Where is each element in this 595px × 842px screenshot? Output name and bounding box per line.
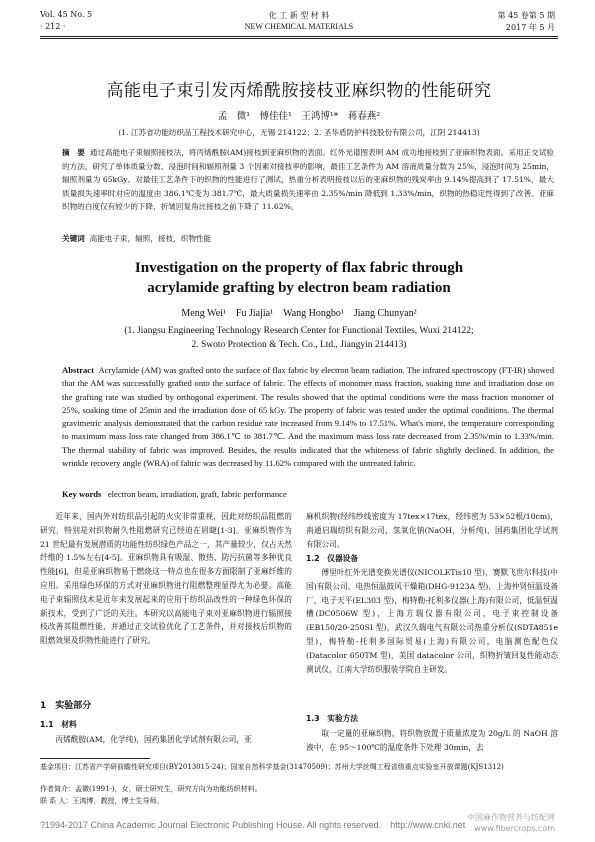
page-number: · 212 · <box>40 22 66 31</box>
affiliation-cn: (1. 江苏省功能纺织品工程技术研究中心，无锡 214122；2. 圣华盾防护科技股份有限公司，江阴 214413) <box>118 128 480 137</box>
abstract-cn <box>62 146 554 214</box>
footnote-contact: 联 系 人：王鸿博，教授，博士生导师。 <box>40 797 164 805</box>
keywords-cn-text: 高能电子束，辐照，接枝，织物性能 <box>89 234 212 243</box>
keywords-en <box>62 488 554 502</box>
paper-title-en: Investigation on the property of flax fabric through acrylamide grafting by electron beam radiation <box>134 260 464 296</box>
section-1-2-heading: 1.2 仪器设备 <box>306 554 359 563</box>
affiliation-en-2: 2. Swoto Protection & Tech. Co., Ltd., Jiangyin 214413) <box>191 340 407 350</box>
authors-cn: 孟 微¹ 傅佳佳¹ 王鸿博¹* 蒋春燕² <box>217 111 381 122</box>
keywords-en-text: electron beam, irradiation, graft, fabric performance <box>107 489 287 499</box>
abstract-en-label: Abstract <box>62 365 94 375</box>
affiliation-en-1: (1. Jiangsu Engineering Technology Research Center for Functional Textiles, Wuxi 214122; <box>124 326 474 336</box>
abstract-en <box>62 364 554 470</box>
materials-paragraph: 丙烯酰胺(AM，化学纯)，国药集团化学试剂有限公司，亚 <box>55 735 252 744</box>
journal-issue: 第 45 卷第 5 期 <box>497 11 555 20</box>
header-rule <box>40 36 558 37</box>
keywords-cn <box>62 232 554 246</box>
footnote-rule <box>40 758 150 759</box>
footnote-funding: 基金项目：江苏省产学研前瞻性研究项目(BY2013015-24)；国家自然科学基金(31470509)；苏州大学丝绸工程省级重点实验室开放课题(KJS1312) <box>40 763 504 771</box>
section-1-heading: 1 实验部分 <box>40 701 92 711</box>
copyright-watermark: ?1994-2017 China Academic Journal Electronic Publishing House. All rights reserved. http://www.cnki.net <box>40 820 466 830</box>
materials-continued: 麻机织物(经纬纱线密度为 17tex×17tex，经纬密为 53×52根/10cm)，南通启瑞纺织有限公司，氢氧化钠(NaOH，分析纯)，国药集团化学试剂有限公司。 <box>306 512 558 549</box>
section-1-3-heading: 1.3 实验方法 <box>306 714 359 723</box>
method-paragraph: 取一定量的亚麻织物，将织物放置于质量浓度为 20g/L 的 NaOH 溶液中，在 95～100℃的温度条件下处理 30min，去 <box>306 729 558 752</box>
section-1-1-heading: 1.1 材料 <box>40 720 77 729</box>
equipment-paragraph: 傅里叶红外光谱变换光谱仪(NICOLETis10 型)，赛默飞世尔科技(中国)有限公司，电热恒温鼓风干燥箱(DHG-9123A 型)，上海仲贤恒温设备厂，电子天平(EL303 型)，梅特勒-托利多仪器(上海)有限公司，低温恒温槽(DC0506W 型)，上海方瑞仪器有限公司，电子束控制设备(EB150/20-250SI 型)，武汉久瑞电气有限公司热重分析仪(SDTA851e 型)，梅特勒-托利多国际贸易(上海)有限公司，电脑测色配色仪(Datacolor 650TM 型)，美国 datacolor 公司，织物折皱回复性能动态测试仪，江南大学纺织服装学院自主研发。 <box>306 568 558 674</box>
journal-volume: Vol. 45 No. 5 <box>40 10 93 19</box>
abstract-en-text: Acrylamide (AM) was grafted onto the surface of flax fabric by electron beam radiation. The infrared spectroscopy (FT-IR) showed that the AM was successfully grafted onto the surface of fabric. The effects of monomer mass fraction, soaking time and irradiation dose on the grafting rate was studied by orthogonal experiment. The results showed that the optimal conditions were the mass fraction monomer of 25%, soaking time of 25min and the irradiation dose of 65 kGy. The property of fabric was tested under the optimal conditions. The thermal gravimetric analysis demonstrated that the carbon residue rate increased from 9.14% to 17.51%. What's more, the temperature corresponding to maximum mass loss rate changed from 386.1℃ to 381.7℃. And the maximum mass loss rate decreased from 2.35%/min to 1.33%/min. The thermal stability of fabric was improved. Besides, the results indicated that the whiteness of fabric slightly declined. In addition, the wrinkle recovery angle (WRA) of fabric was decreased by 11.62% compared with the untreated fabric. <box>62 365 555 469</box>
authors-en: Meng Wei¹ Fu Jiajia¹ Wang Hongbo¹ Jiang Chunyan² <box>181 308 417 319</box>
abstract-cn-text: 通过高能电子束辐照接枝法，将丙烯酰胺(AM)接枝到亚麻织物的表面。红外光谱图表明 AM 成功地接枝到了亚麻织物表面。采用正交试验的方法，研究了单体质量分数、浸泡时间和辐照剂量 3 个因素对接枝率的影响，最佳工艺条件为 AM 溶液质量分数为 25%，浸泡时间为 25min，辐照剂量为 65kGy。对最佳工艺条件下的织物的性能进行了测试，热重分析表明接枝以后的亚麻织物的残炭率由 9.14%提高到了 17.51%，最大质量损失速率时对应的温度由 386.1℃变为 381.7℃，最大质量损失速率由 2.35%/min 降低到 1.33%/min，织物的热稳定性得到了改善。亚麻织物的白度仅有较少的下降，折皱回复角比接枝之前下降了 11.62%。 <box>62 148 555 211</box>
header-rule-2 <box>40 38 558 39</box>
keywords-cn-label: 关键词 <box>62 234 85 243</box>
journal-name-cn: 化 工 新 型 材 料 <box>268 11 330 20</box>
site-watermark: 中国麻作物营养与纺配网 www.fibercrops.com <box>467 813 555 833</box>
journal-name-en: NEW CHEMICAL MATERIALS <box>244 22 354 31</box>
keywords-en-label: Key words <box>62 489 102 499</box>
abstract-cn-label: 摘 要 <box>62 148 85 157</box>
paper-title-cn: 高能电子束引发丙烯酰胺接枝亚麻织物的性能研究 <box>106 81 492 101</box>
footnote-author: 作者简介：孟微(1991-)，女，硕士研究生，研究方向为功能纺织材料。 <box>40 785 262 793</box>
intro-paragraph: 近年来，国内外对纺织品引起的火灾非常重视，因此对纺织品阻燃的研究，特别是对织物耐久性阻燃研究已经迫在眉睫[1-3]。亚麻织物作为 21 世纪最有发展潜质的功能性纺织绿色产品之一，其产量较少，仅占天然纤维的 1.5%左右[4-5]。亚麻织物具有吸湿、散热、防污抗菌等多种优良性能[6]，但是亚麻织物易于燃烧这一特点也在很多方面限制了亚麻纤维的应用。采用绿色环保的方式对亚麻织物进行阻燃整理显得尤为必要。高能电子束辐照技术是近年来发展起来的应用于纺织品改性的一种绿色环保的新技术，受到了广泛的关注。本研究以高能电子束对亚麻织物进行辐照接枝改善其阻燃性能，并通过正交试验优化了工艺条件，并对接枝后织物的阻燃效果及织物性能进行了研究。 <box>40 512 292 646</box>
journal-date: 2017 年 5 月 <box>505 23 555 32</box>
